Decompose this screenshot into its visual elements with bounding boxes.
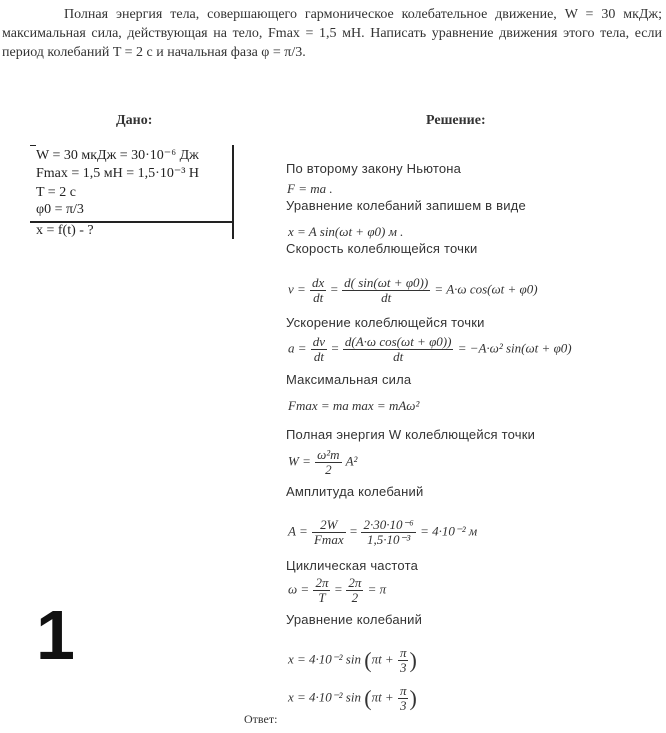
given-max-force: Fmax = 1,5 мН = 1,5·10⁻³ Н — [36, 166, 200, 181]
given-top-tick — [30, 145, 36, 146]
frequency-rhs: = π — [367, 581, 387, 597]
equation-newton: F = ma . — [287, 181, 333, 196]
label-max-force: Максимальная сила — [286, 372, 412, 387]
equation-amplitude: A = $\frac{2W}{Fmax}$ = $\frac{\text{2·30·10⁻⁶}}{\text{1,5·10⁻³}}$ = 4·10⁻² м — [288, 517, 478, 547]
velocity-lhs: v = — [288, 281, 306, 297]
acceleration-fraction-1: $\frac{dv}{dt}$ — [312, 334, 326, 364]
label-total-energy: Полная энергия W колеблющейся точки — [286, 427, 536, 442]
frequency-fraction-2: $\frac{2\pi}{2}$ — [348, 575, 362, 605]
energy-fraction: $\frac{\text{ω²m}}{2}$ — [317, 447, 340, 477]
equation-oscillation-form: x = A sin(ωt + φ0) м . — [288, 224, 404, 239]
given-period: T = 2 с — [36, 185, 76, 200]
motion-1-lhs: x = 4·10⁻² sin — [288, 651, 361, 667]
motion-1-fraction: $\frac{\pi}{3}$ — [399, 645, 407, 675]
energy-lhs: W = — [288, 453, 311, 469]
acceleration-fraction-2: $\frac{\text{d(A·ω cos(ωt + φ0))}}{dt}$ — [344, 334, 452, 364]
acceleration-rhs: = −A·ω² sin(ωt + φ0) — [457, 340, 572, 356]
equation-motion-1: x = 4·10⁻² sin (πt + $\frac{\pi}{3}$ ) — [288, 645, 417, 675]
acceleration-lhs: a = — [288, 340, 307, 356]
given-vertical-rule — [232, 145, 234, 239]
equation-motion-2: x = 4·10⁻² sin (πt + $\frac{\pi}{3}$ ) — [288, 683, 417, 713]
amplitude-fraction-2: $\frac{\text{2·30·10⁻⁶}}{\text{1,5·10⁻³}}$ — [363, 517, 414, 547]
page-number: 1 — [36, 596, 75, 674]
equation-cyclic-frequency: ω = $\frac{2\pi}{T}$ = $\frac{2\pi}{2}$ = π — [288, 575, 387, 605]
frequency-fraction-1: $\frac{2\pi}{T}$ — [315, 575, 329, 605]
label-oscillation-form: Уравнение колебаний запишем в виде — [286, 198, 526, 213]
motion-2-lhs: x = 4·10⁻² sin — [288, 689, 361, 705]
amplitude-fraction-1: $\frac{2W}{Fmax}$ — [313, 517, 344, 547]
label-cyclic-frequency: Циклическая частота — [286, 558, 419, 573]
velocity-fraction-1: $\frac{dx}{dt}$ — [312, 275, 325, 305]
equation-total-energy — [288, 448, 357, 477]
label-newton-law: По второму закону Ньютона — [286, 161, 462, 176]
label-oscillation-equation: Уравнение колебаний — [286, 612, 423, 627]
equation-max-force: Fmax = ma max = mAω² — [288, 398, 420, 413]
equation-velocity: v = $\frac{dx}{dt}$ = $\frac{d( \sin(\omega t + \varphi 0))}{dt}$ = A·ω cos(ωt + φ0) — [288, 275, 538, 305]
given-phase: φ0 = π/3 — [36, 202, 84, 217]
label-amplitude: Амплитуда колебаний — [286, 484, 424, 499]
solution-header: Решение: — [426, 113, 486, 128]
velocity-rhs: = A·ω cos(ωt + φ0) — [434, 281, 538, 297]
equation-acceleration: a = $\frac{dv}{dt}$ = $\frac{\text{d(A·ω cos(ωt + φ0))}}{dt}$ = −A·ω² sin(ωt + φ0) — [288, 334, 572, 364]
motion-1-arg: πt + — [371, 651, 394, 667]
velocity-fraction-2: $\frac{d( \sin(\omega t + \varphi 0))}{dt}$ — [344, 275, 429, 305]
given-find: x = f(t) - ? — [36, 223, 94, 238]
problem-text: Полная энергия тела, совершающего гармоническое колебательное движение, W = 30 мкДж; максимальная сила, действующая на тело, Fmax = 1,5 мН. Написать уравнение движения этого тела, если период колебаний T = 2 с и начальная фаза φ = π/3. — [2, 7, 662, 60]
label-velocity: Скорость колеблющейся точки — [286, 241, 478, 256]
given-energy: W = 30 мкДж = 30·10⁻⁶ Дж — [36, 148, 199, 163]
label-acceleration: Ускорение колеблющейся точки — [286, 315, 485, 330]
energy-rhs: A² — [345, 453, 358, 469]
given-block — [30, 145, 235, 239]
motion-2-fraction: $\frac{\pi}{3}$ — [399, 683, 407, 713]
problem-statement — [2, 5, 662, 62]
motion-2-arg: πt + — [371, 689, 394, 705]
frequency-lhs: ω = — [288, 581, 310, 597]
given-header: Дано: — [116, 113, 153, 128]
answer-label: Ответ: — [244, 712, 278, 726]
amplitude-rhs: = 4·10⁻² м — [420, 523, 478, 539]
amplitude-lhs: A = — [288, 523, 308, 539]
